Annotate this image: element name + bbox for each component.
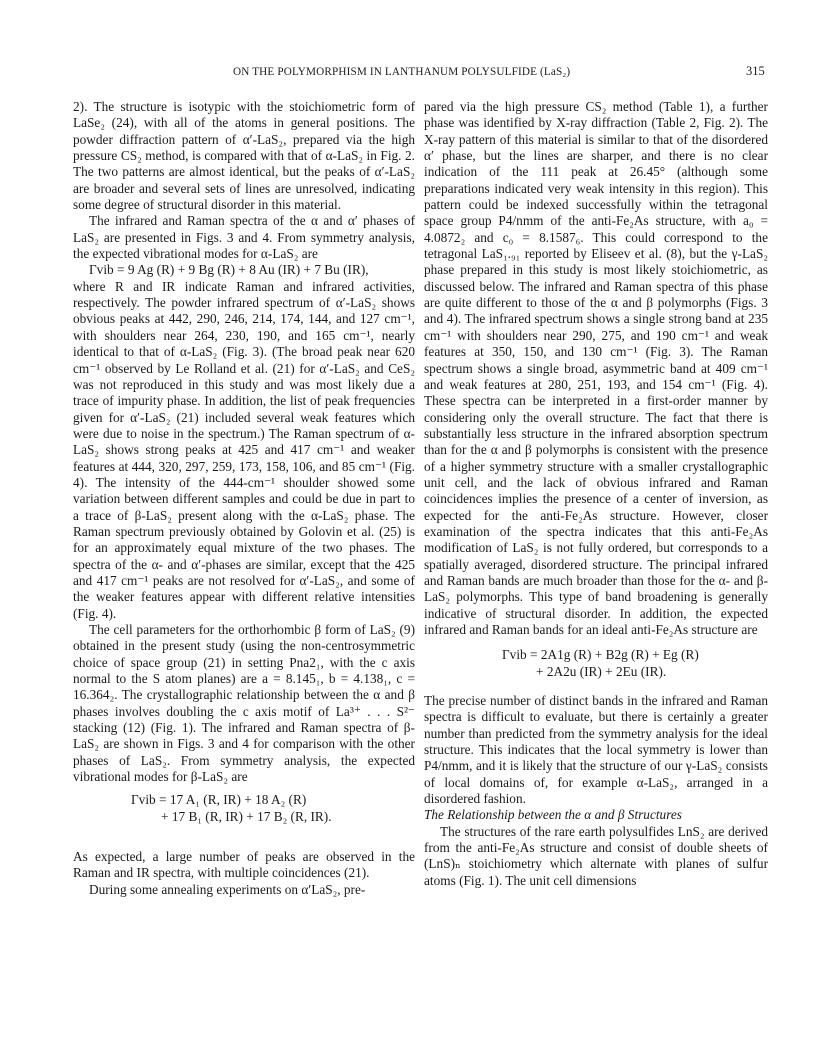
paragraph: During some annealing experiments on α′LaS₂, pre- xyxy=(89,881,366,897)
paragraph: The infrared and Raman spectra of the α and α′ phases of LaS₂ are presented in Figs. 3 and 4. From symmetry analysis, the expected vibrational modes for α-LaS₂ are xyxy=(73,213,415,262)
section-heading: The Relationship between the α and β Structures xyxy=(424,807,682,823)
equation-line: Γvib = 2A1g (R) + B2g (R) + Eg (R) xyxy=(502,647,699,663)
paragraph: where R and IR indicate Raman and infrared activities, respectively. The powder infrared spectrum of α′-LaS₂ shows obvious peaks at 442, 290, 246, 214, 174, 144, and 127 cm⁻¹, with shoulders near 264, 230, 190, and 165 cm⁻¹, nearly identical to that of α-LaS₂ (Fig. 3). (The broad peak near 620 cm⁻¹ observed by Le Rolland et al. (21) for α′-LaS₂ and CeS₂ was not reproduced in this study and was most likely due a trace of impurity phase. In addition, the list of peak frequencies given for α′-LaS₂ (21) included several weak features which were due to noise in the spectrum.) The Raman spectrum of α-LaS₂ shows strong peaks at 425 and 417 cm⁻¹ and weaker features at 444, 320, 297, 259, 173, 158, 106, and 85 cm⁻¹ (Fig. 4). The intensity of the 444-cm⁻¹ shoulder showed some variation between different samples and could be due in part to a trace of β-LaS₂ present along with the α-LaS₂ phase. The Raman spectrum previously obtained by Golovin et al. (25) is for an approximately equal mixture of the two phases. The spectra of the α- and α′-phases are similar, except that the 425 and 417 cm⁻¹ peaks are not resolved for α′-LaS₂, and some of the weaker features appear with different relative intensities (Fig. 4). xyxy=(73,278,415,621)
paragraph: The precise number of distinct bands in the infrared and Raman spectra is difficult to evaluate, but there is certainly a greater number than predicted from the symmetry analysis for the ideal structure. This indicates that the local symmetry is lower than P4/nmm, and it is likely that the structure of our γ-LaS₂ consists of local domains of, for example α-LaS₂, arranged in a disordered fashion. xyxy=(424,693,768,807)
running-head: ON THE POLYMORPHISM IN LANTHANUM POLYSULFIDE (LaS₂) xyxy=(233,66,571,78)
page-number: 315 xyxy=(746,64,765,78)
paragraph: The cell parameters for the orthorhombic β form of LaS₂ (9) obtained in the present study (using the non-centrosymmetric choice of space group (21) in setting Pna2₁, with the c axis normal to the S atom planes) are a = 8.145₁, b = 4.138₁, c = 16.364₂. The crystallographic relationship between the α and β phases involves doubling the c axis motif of La³⁺ . . . S²⁻ stacking (12) (Fig. 1). The infrared and Raman spectra of β-LaS₂ are shown in Figs. 3 and 4 for comparison with the other phases of LaS₂. From symmetry analysis, the expected vibrational modes for β-LaS₂ are xyxy=(73,622,415,785)
equation xyxy=(424,647,768,680)
paragraph: The structures of the rare earth polysulfides LnS₂ are derived from the anti-Fe₂As structure and consist of double sheets of (LnS)ₙ stoichiometry which alternate with planes of sulfur atoms (Fig. 1). The unit cell dimensions xyxy=(424,823,768,888)
equation-line: + 2A2u (IR) + 2Eu (IR). xyxy=(536,663,667,679)
paragraph: pared via the high pressure CS₂ method (Table 1), a further phase was identified by X-ray diffraction (Table 2, Fig. 2). The X-ray pattern of this material is similar to that of the disordered α′ phase, but the lines are sharper, and there is no clear indication of the 111 peak at 26.45° (although some preparations indicated very weak intensity in this region). This pattern could be indexed successfully within the tetragonal space group P4/nmm of the anti-Fe₂As structure, with a₀ = 4.0872₂ and c₀ = 8.1587₆. This could correspond to the tetragonal LaS₁.₉₁ reported by Eliseev et al. (8), but the γ-LaS₂ phase prepared in this study is most likely stoichiometric, as discussed below. The infrared and Raman spectra of this phase are quite different to those of the α and β polymorphs (Figs. 3 and 4). The infrared spectrum shows a single strong band at 235 cm⁻¹ with shoulders near 290, 275, and 190 cm⁻¹ and weak features at 350, 150, and 130 cm⁻¹ (Fig. 3). The Raman spectrum shows a single broad, asymmetric band at 409 cm⁻¹ and weak features at 280, 251, 193, and 154 cm⁻¹ (Fig. 4). These spectra can be interpreted in a first-order manner by considering only the overall structure. The fact that there is substantially less structure in the infrared absorption spectrum than for the α and β polymorphs is consistent with the presence of a higher symmetry structure with a smaller crystallographic unit cell, and the lack of obvious infrared and Raman coincidences implies the presence of a center of inversion, as expected for the anti-Fe₂As structure. However, closer examination of the spectra indicates that this anti-Fe₂As modification of LaS₂ is not fully ordered, but corresponds to a spatially averaged, disordered structure. The principal infrared and Raman bands are much broader than those for the α- and β-LaS₂ polymorphs. This type of band broadening is generally indicative of structural disorder. In addition, the expected infrared and Raman bands for an ideal anti-Fe₂As structure are xyxy=(424,99,768,637)
right-column xyxy=(424,99,768,889)
equation-line: Γvib = 17 A₁ (R, IR) + 18 A₂ (R) xyxy=(131,792,307,808)
paragraph: As expected, a large number of peaks are observed in the Raman and IR spectra, with multiple coincidences (21). xyxy=(73,849,415,881)
equation: Γvib = 9 Ag (R) + 9 Bg (R) + 8 Au (IR) + 7 Bu (IR), xyxy=(89,262,369,278)
equation-line: + 17 B₁ (R, IR) + 17 B₂ (R, IR). xyxy=(161,808,332,824)
paragraph: 2). The structure is isotypic with the stoichiometric form of LaSe₂ (24), with all of the atoms in general positions. The powder diffraction pattern of α′-LaS₂, prepared via the high pressure CS₂ method, is compared with that of α-LaS₂ in Fig. 2. The two patterns are almost identical, but the peaks of α′-LaS₂ are broader and several sets of lines are unresolved, indicating some degree of structural disorder in this material. xyxy=(73,99,415,213)
equation xyxy=(73,792,415,825)
left-column xyxy=(73,99,415,898)
